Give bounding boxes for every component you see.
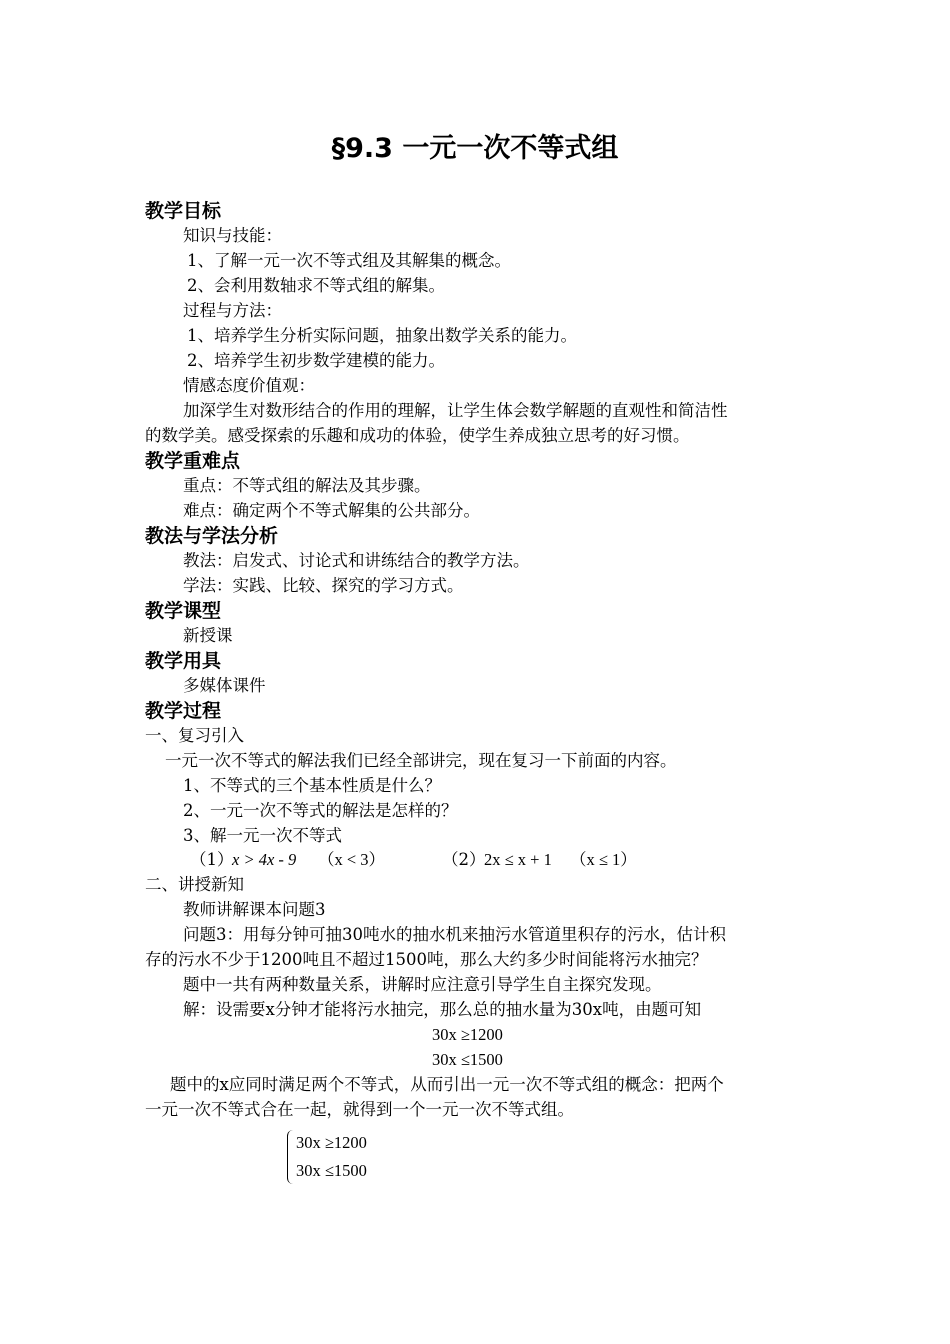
system-inequality-2: 30x ≤1500 bbox=[296, 1161, 367, 1180]
exercise-2-answer: （x ≤ 1） bbox=[570, 850, 637, 869]
concept-line2: 一元一次不等式合在一起，就得到一个一元一次不等式组。 bbox=[145, 1100, 574, 1119]
goals-emotion-line1: 加深学生对数形结合的作用的理解，让学生体会数学解题的直观性和简洁性 bbox=[183, 401, 728, 420]
system-inequality-1: 30x ≥1200 bbox=[296, 1133, 367, 1152]
heading-keypoints: 教学重难点 bbox=[145, 450, 241, 472]
heading-lesson-type: 教学课型 bbox=[145, 600, 222, 622]
inequality-2: 30x ≤1500 bbox=[432, 1050, 503, 1069]
goals-emotion-label: 情感态度价值观： bbox=[183, 376, 315, 395]
heading-methods: 教法与学法分析 bbox=[145, 525, 279, 547]
goals-process-label: 过程与方法： bbox=[183, 301, 282, 320]
exercise-1-answer: （x < 3） bbox=[318, 850, 386, 869]
heading-process: 教学过程 bbox=[145, 700, 222, 722]
goals-knowledge-1: 1、了解一元一次不等式组及其解集的概念。 bbox=[187, 251, 511, 270]
goals-knowledge-label: 知识与技能： bbox=[183, 226, 282, 245]
exercise-1-label: （1） bbox=[190, 850, 234, 869]
goals-process-2: 2、培养学生初步数学建模的能力。 bbox=[187, 351, 445, 370]
inequality-1: 30x ≥1200 bbox=[432, 1025, 503, 1044]
process-hint: 题中一共有两种数量关系，讲解时应注意引导学生自主探究发现。 bbox=[183, 975, 662, 994]
process-part1-title: 一、复习引入 bbox=[145, 726, 244, 745]
methods-learning: 学法：实践、比较、探究的学习方式。 bbox=[183, 576, 464, 595]
methods-teaching: 教法：启发式、讨论式和讲练结合的教学方法。 bbox=[183, 551, 530, 570]
goals-emotion-line2: 的数学美。感受探索的乐趣和成功的体验，使学生养成独立思考的好习惯。 bbox=[145, 426, 690, 445]
process-question-1: 1、不等式的三个基本性质是什么？ bbox=[183, 776, 441, 795]
exercise-2-expression: 2x ≤ x + 1 bbox=[484, 850, 552, 869]
process-teacher-note: 教师讲解课本问题3 bbox=[183, 900, 326, 919]
process-part2-title: 二、讲授新知 bbox=[145, 875, 244, 894]
process-solution: 解：设需要x分钟才能将污水抽完，那么总的抽水量为30x吨，由题可知 bbox=[183, 1000, 702, 1019]
heading-goals: 教学目标 bbox=[145, 200, 222, 222]
system-brace bbox=[287, 1130, 296, 1184]
tools-value: 多媒体课件 bbox=[183, 676, 266, 695]
page-title: §9.3 一元一次不等式组 bbox=[331, 133, 619, 164]
problem-3-line2: 存的污水不少于1200吨且不超过1500吨，那么大约多少时间能将污水抽完？ bbox=[145, 950, 708, 969]
exercise-2-label: （2） bbox=[442, 850, 486, 869]
keypoints-key: 重点：不等式组的解法及其步骤。 bbox=[183, 476, 431, 495]
process-part1-intro: 一元一次不等式的解法我们已经全部讲完，现在复习一下前面的内容。 bbox=[165, 751, 677, 770]
exercise-1-expression: x > 4x - 9 bbox=[232, 850, 297, 869]
problem-3-line1: 问题3：用每分钟可抽30吨水的抽水机来抽污水管道里积存的污水，估计积 bbox=[183, 925, 726, 944]
lesson-type-value: 新授课 bbox=[183, 626, 233, 645]
concept-line1: 题中的x应同时满足两个不等式，从而引出一元一次不等式组的概念：把两个 bbox=[170, 1075, 724, 1094]
heading-tools: 教学用具 bbox=[145, 650, 222, 672]
process-question-2: 2、一元一次不等式的解法是怎样的？ bbox=[183, 801, 458, 820]
goals-process-1: 1、培养学生分析实际问题，抽象出数学关系的能力。 bbox=[187, 326, 577, 345]
keypoints-difficulty: 难点：确定两个不等式解集的公共部分。 bbox=[183, 501, 480, 520]
goals-knowledge-2: 2、会利用数轴求不等式组的解集。 bbox=[187, 276, 445, 295]
process-question-3: 3、解一元一次不等式 bbox=[183, 826, 342, 845]
